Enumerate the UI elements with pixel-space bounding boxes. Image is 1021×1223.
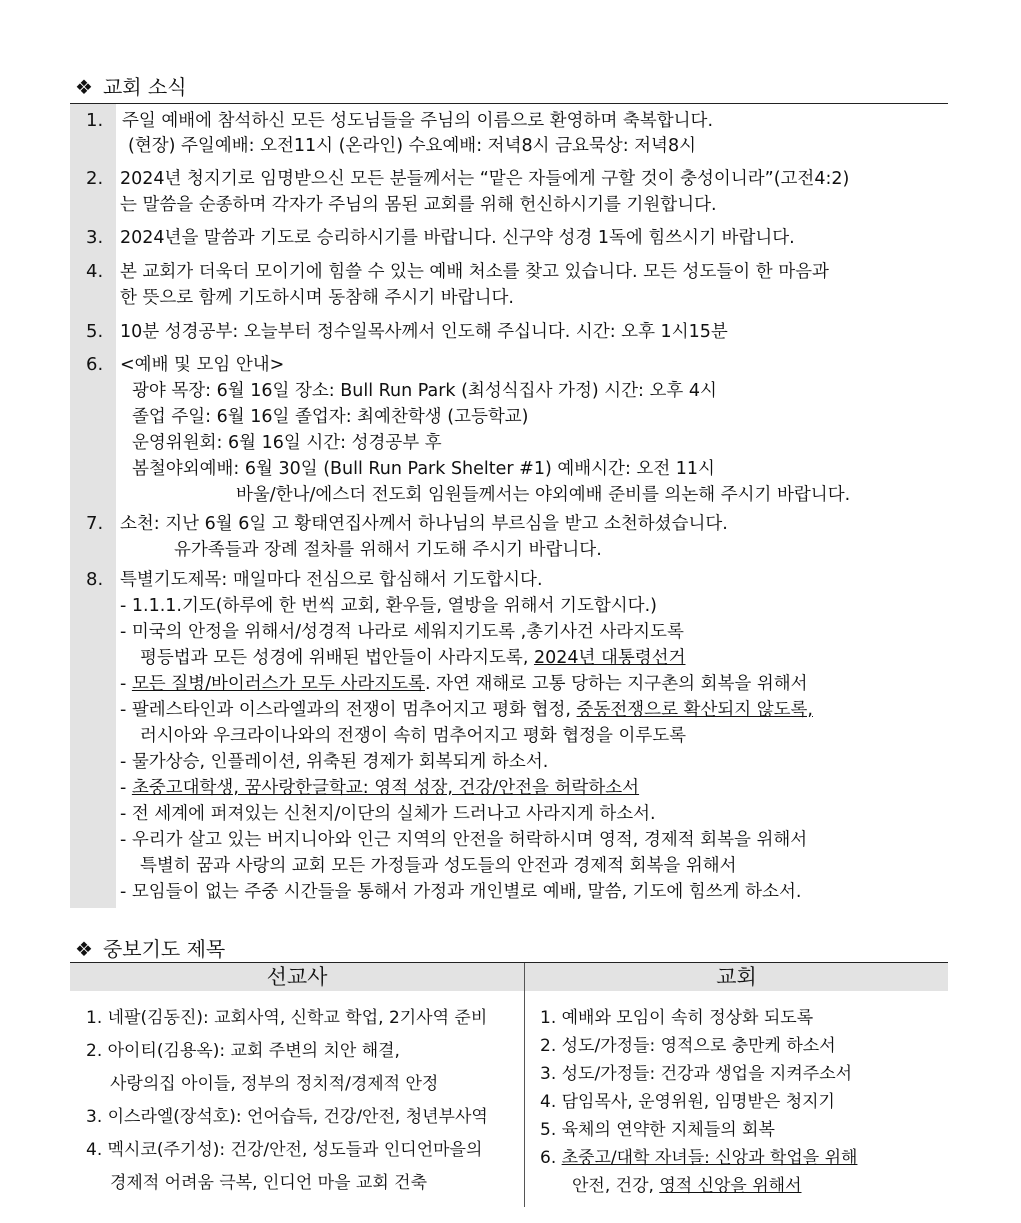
prayer-point: - 우리가 살고 있는 버지니아와 인근 지역의 안전을 허락하시며 영적, 경제적 회복을 위해서 xyxy=(120,830,808,850)
news-title: 교회 소식 xyxy=(102,75,187,99)
prayer-point-continued: 평등법과 모든 성경에 위배된 법안들이 사라지도록, 2024년 대통령선거 xyxy=(140,648,686,668)
news-item-4-line-1: 본 교회가 더욱더 모이기에 힘쓸 수 있는 예배 처소를 찾고 있습니다. 모든 성도들이 한 마음과 xyxy=(120,262,829,282)
prayer-title: 중보기도 제목 xyxy=(102,937,226,961)
missionary-column-header: 선교사 xyxy=(70,963,524,991)
item-number: 8. xyxy=(86,569,104,590)
news-section-title xyxy=(75,74,187,100)
missionary-item: 4. 멕시코(주기성): 건강/안전, 성도들과 인디언마을의 xyxy=(86,1140,483,1160)
item-number: 5. xyxy=(86,321,104,342)
news-item-2-line-1: 2024년 청지기로 임명받으신 모든 분들께서는 “맡은 자들에게 구할 것이 충성이니라”(고전4:2) xyxy=(120,169,850,189)
item-number: 7. xyxy=(86,513,104,534)
news-item-6-line-2: 광야 목장: 6월 16일 장소: Bull Run Park (최성식집사 가정) 시간: 오후 4시 xyxy=(132,381,717,401)
church-item: 4. 담임목사, 운영위원, 임명받은 청지기 xyxy=(540,1092,835,1112)
news-list xyxy=(70,104,948,908)
diamond-bullet-icon: ❖ xyxy=(75,937,93,961)
news-item-6-line-4: 운영위원회: 6월 16일 시간: 성경공부 후 xyxy=(132,433,442,453)
news-item-6-line-5: 봄철야외예배: 6월 30일 (Bull Run Park Shelter #1) 예배시간: 오전 11시 xyxy=(132,459,715,479)
prayer-section-title xyxy=(75,936,225,962)
news-item-7-line-1: 소천: 지난 6월 6일 고 황태연집사께서 하나님의 부르심을 받고 소천하셨습니다. xyxy=(120,514,728,534)
news-item-5-line-1: 10분 성경공부: 오늘부터 정수일목사께서 인도해 주십니다. 시간: 오후 1시15분 xyxy=(120,322,728,342)
church-column-header: 교회 xyxy=(525,963,948,991)
missionary-item-continued: 사랑의집 아이들, 정부의 정치적/경제적 안정 xyxy=(110,1074,439,1094)
prayer-point: - 모든 질병/바이러스가 모두 사라지도록. 자연 재해로 고통 당하는 지구촌의 회복을 위해서 xyxy=(120,674,808,694)
item-number: 4. xyxy=(86,261,104,282)
prayer-point: - 초중고대학생, 꿈사랑한글학교: 영적 성장, 건강/안전을 허락하소서 xyxy=(120,778,640,798)
news-item-1-line-2: (현장) 주일예배: 오전11시 (온라인) 수요예배: 저녁8시 금요묵상: 저녁8시 xyxy=(128,136,697,156)
item-number: 2. xyxy=(86,168,104,189)
underlined-text: 영적 신앙을 위해서 xyxy=(659,1176,802,1196)
news-item-6-line-1: <예배 및 모임 안내> xyxy=(120,355,285,375)
church-item: 2. 성도/가정들: 영적으로 충만케 하소서 xyxy=(540,1036,836,1056)
church-item: 5. 육체의 연약한 지체들의 회복 xyxy=(540,1120,775,1140)
news-item-4-line-2: 한 뜻으로 함께 기도하시며 동참해 주시기 바랍니다. xyxy=(120,288,514,308)
underlined-text: 초중고/대학 자녀들: 신앙과 학업을 위해 xyxy=(561,1148,858,1168)
diamond-bullet-icon: ❖ xyxy=(75,75,93,99)
church-item-continued: 안전, 건강, 영적 신앙을 위해서 xyxy=(572,1176,802,1196)
missionary-item: 3. 이스라엘(장석호): 언어습득, 건강/안전, 청년부사역 xyxy=(86,1107,488,1127)
missionary-item: 1. 네팔(김동진): 교회사역, 신학교 학업, 2기사역 준비 xyxy=(86,1008,488,1028)
item-number: 1. xyxy=(86,110,104,131)
column-divider xyxy=(524,963,525,1207)
prayer-point: - 1.1.1.기도(하루에 한 번씩 교회, 환우들, 열방을 위해서 기도합시다.) xyxy=(120,596,657,616)
news-item-3-line-1: 2024년을 말씀과 기도로 승리하시기를 바랍니다. 신구약 성경 1독에 힘쓰시기 바랍니다. xyxy=(120,228,795,248)
prayer-point-continued: 특별히 꿈과 사랑의 교회 모든 가정들과 성도들의 안전과 경제적 회복을 위해서 xyxy=(140,856,737,876)
underlined-text: 초중고대학생, 꿈사랑한글학교: 영적 성장, 건강/안전을 허락하소서 xyxy=(131,778,640,798)
church-item: 3. 성도/가정들: 건강과 생업을 지켜주소서 xyxy=(540,1064,853,1084)
prayer-point: - 전 세계에 퍼져있는 신천지/이단의 실체가 드러나고 사라지게 하소서. xyxy=(120,804,656,824)
news-item-6-line-3: 졸업 주일: 6월 16일 졸업자: 최예찬학생 (고등학교) xyxy=(132,407,529,427)
news-item-7-line-2: 유가족들과 장례 절차를 위해서 기도해 주시기 바랍니다. xyxy=(174,540,602,560)
underlined-text: 2024년 대통령선거 xyxy=(533,648,686,668)
underlined-text: 모든 질병/바이러스가 모두 사라지도록 xyxy=(131,674,425,694)
prayer-point-continued: 러시아와 우크라이나와의 전쟁이 속히 멈추어지고 평화 협정을 이루도록 xyxy=(140,726,687,746)
item-number: 3. xyxy=(86,227,104,248)
news-item-1-line-1: 주일 예배에 참석하신 모든 성도님들을 주님의 이름으로 환영하며 축복합니다. xyxy=(122,111,714,131)
prayer-point: - 모임들이 없는 주중 시간들을 통해서 가정과 개인별로 예배, 말씀, 기도에 힘쓰게 하소서. xyxy=(120,882,802,902)
item-number: 6. xyxy=(86,354,104,375)
church-item: 6. 초중고/대학 자녀들: 신앙과 학업을 위해 xyxy=(540,1148,858,1168)
news-item-8-heading: 특별기도제목: 매일마다 전심으로 합심해서 기도합시다. xyxy=(120,570,543,590)
underlined-text: 중동전쟁으로 확산되지 않도록, xyxy=(576,700,813,720)
church-item: 1. 예배와 모임이 속히 정상화 되도록 xyxy=(540,1008,814,1028)
missionary-item: 2. 아이티(김용옥): 교회 주변의 치안 해결, xyxy=(86,1041,400,1061)
prayer-point: - 팔레스타인과 이스라엘과의 전쟁이 멈추어지고 평화 협정, 중동전쟁으로 확산되지 않도록, xyxy=(120,700,813,720)
missionary-item-continued: 경제적 어려움 극복, 인디언 마을 교회 건축 xyxy=(110,1173,428,1193)
prayer-point: - 미국의 안정을 위해서/성경적 나라로 세워지기도록 ,총기사건 사라지도록 xyxy=(120,622,684,642)
prayer-point: - 물가상승, 인플레이션, 위축된 경제가 회복되게 하소서. xyxy=(120,752,549,772)
news-item-6-line-6: 바울/한나/에스더 전도회 임원들께서는 야외예배 준비를 의논해 주시기 바랍니다. xyxy=(236,485,851,505)
news-item-2-line-2: 는 말씀을 순종하며 각자가 주님의 몸된 교회를 위해 헌신하시기를 기원합니다. xyxy=(120,195,717,215)
